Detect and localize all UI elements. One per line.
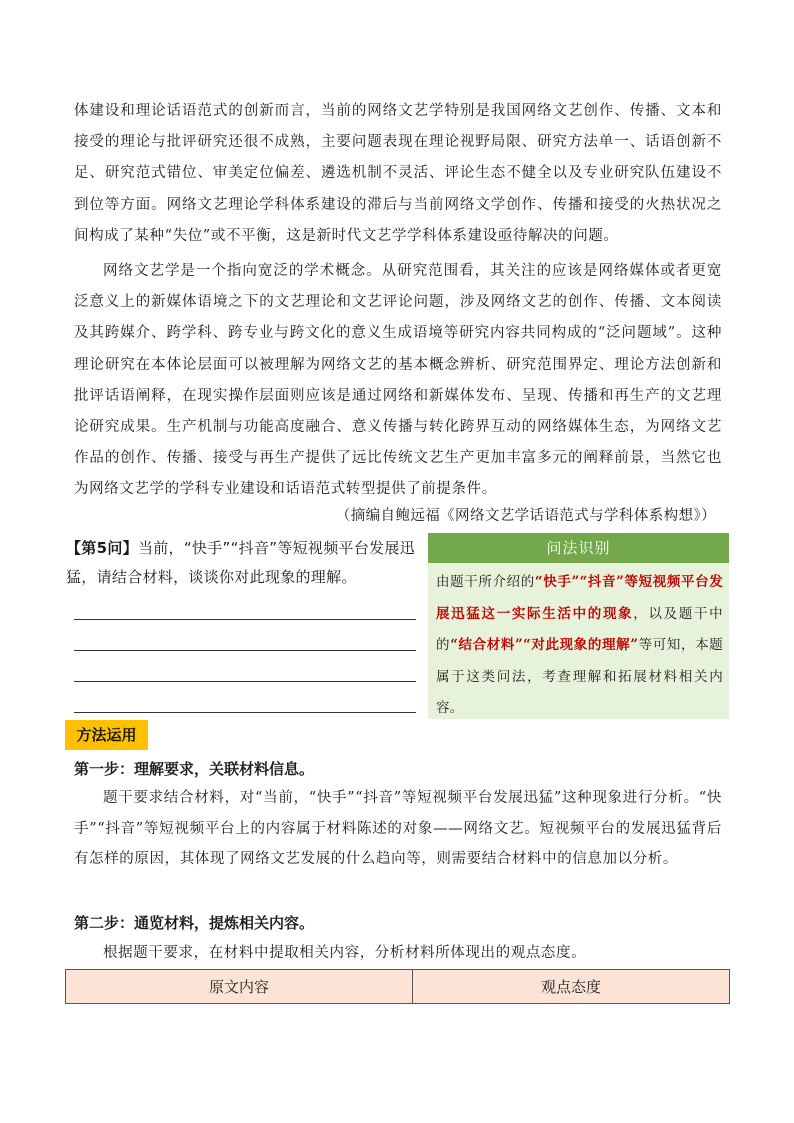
- answer-line-1[interactable]: [74, 619, 416, 620]
- question-text: [66, 534, 426, 592]
- panel-text-1: 由题干所介绍的: [436, 574, 535, 590]
- step-1-heading: 第一步：理解要求，关联材料信息。: [74, 760, 315, 778]
- panel-text-3: 等可知，本题属于这类问法，考查理解和拓展材料相关内容。: [436, 637, 723, 716]
- source-citation: （摘编自鲍远福《网络文艺学话语范式与学科体系构想》）: [335, 508, 716, 524]
- answer-line-4[interactable]: [74, 712, 416, 713]
- panel-body: [428, 563, 729, 725]
- step-2-text: 根据题干要求，在材料中提取相关内容，分析材料所体现出的观点态度。: [103, 945, 587, 961]
- panel-title: 问法识别: [428, 533, 729, 563]
- step-2-heading: 第二步：通览材料，提炼相关内容。: [74, 914, 315, 932]
- panel-highlight-1: “快手”“抖音”等短视频平台发展迅猛这一实际生活中的现象: [436, 574, 724, 622]
- table-header-row: [66, 970, 730, 1004]
- passage-paragraph-1: 体建设和理论话语范式的创新而言，当前的网络文艺学特别是我国网络文艺创作、传播、文本和接受的理论与批评研究还很不成熟，主要问题表现在理论视野局限、研究方法单一、话语创新不足、研究范式错位、审美定位偏差、遴选机制不灵活、评论生态不健全以及专业研究队伍建设不到位等方面。网络文艺理论学科体系建设的滞后与当前网络文学创作、传播和接受的火热状况之间构成了某种“失位”或不平衡，这是新时代文艺学学科体系建设亟待解决的问题。: [74, 103, 722, 244]
- answer-line-3[interactable]: [74, 681, 416, 682]
- method-badge: 方法运用: [65, 720, 148, 750]
- answer-line-2[interactable]: [74, 650, 416, 651]
- question-type-panel: [428, 533, 729, 719]
- table-header-viewpoint: 观点态度: [413, 970, 730, 1004]
- step-1-text: 题干要求结合材料，对“当前，“快手”“抖音”等短视频平台发展迅猛”这种现象进行分析。“快手”“抖音”等短视频平台上的内容属于材料陈述的对象——网络文艺。短视频平台的发展迅猛背后有怎样的原因，其体现了网络文艺发展的什么趋向等，则需要结合材料中的信息加以分析。: [74, 790, 722, 867]
- panel-highlight-2: “结合材料”“对此现象的理解”: [450, 637, 639, 653]
- panel-text-2: ，以及题干中的: [436, 605, 723, 653]
- question-block: [66, 534, 426, 592]
- question-body: 当前，“快手”“抖音”等短视频平台发展迅猛，请结合材料，谈谈你对此现象的理解。: [66, 539, 416, 586]
- table-header-original: 原文内容: [66, 970, 413, 1004]
- question-tag: 【第5问】: [66, 539, 138, 557]
- analysis-table: [65, 969, 730, 1004]
- passage-paragraph-2: 网络文艺学是一个指向宽泛的学术概念。从研究范围看，其关注的应该是网络媒体或者更宽泛意义上的新媒体语境之下的文艺理论和文艺评论问题，涉及网络文艺的创作、传播、文本阅读及其跨媒介、跨学科、跨专业与跨文化的意义生成语境等研究内容共同构成的“泛问题域”。这种理论研究在本体论层面可以被理解为网络文艺的基本概念辨析、研究范围界定、理论方法创新和批评话语阐释，在现实操作层面则应该是通过网络和新媒体发布、呈现、传播和再生产的文艺理论研究成果。生产机制与功能高度融合、意义传播与转化跨界互动的网络媒体生态，为网络文艺作品的创作、传播、接受与再生产提供了远比传统文艺生产更加丰富多元的阐释前景，当然它也为网络文艺学的学科专业建设和话语范式转型提供了前提条件。: [74, 263, 722, 498]
